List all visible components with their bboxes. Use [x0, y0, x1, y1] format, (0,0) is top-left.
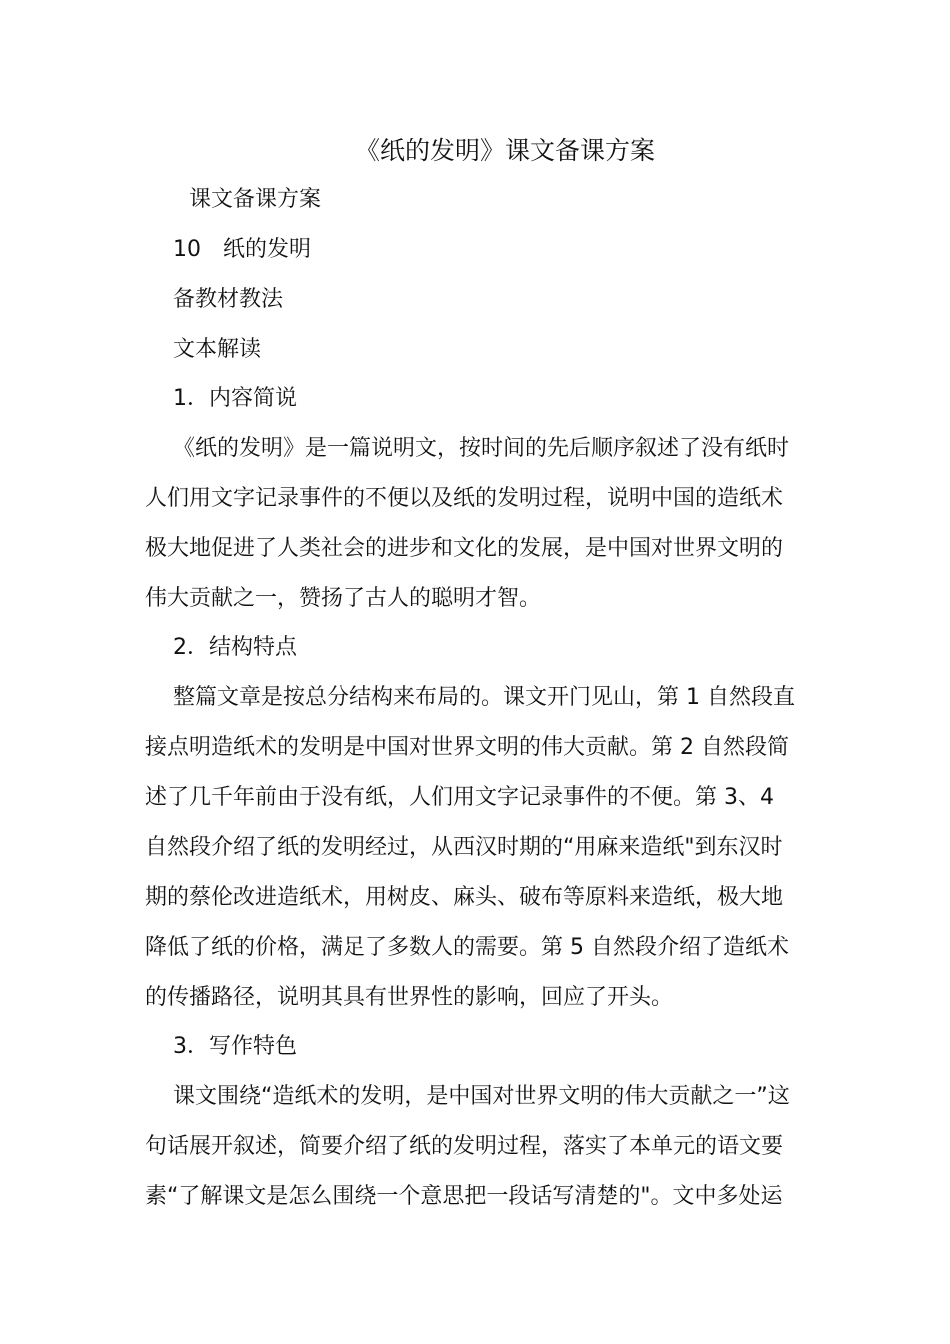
paragraph-line: 课文围绕“造纸术的发明，是中国对世界文明的伟大贡献之一”这 [173, 1084, 790, 1109]
paragraph-line: 降低了纸的价格，满足了多数人的需要。第 5 自然段介绍了造纸术 [145, 935, 789, 960]
lesson-heading: 10 纸的发明 [173, 237, 311, 262]
section-heading: 备教材教法 [173, 287, 284, 312]
paragraph-line: 述了几千年前由于没有纸，人们用文字记录事件的不便。第 3、4 [145, 785, 774, 810]
paragraph-line: 自然段介绍了纸的发明经过，从西汉时期的“用麻来造纸"到东汉时 [145, 835, 783, 860]
paragraph-line: 的传播路径，说明其具有世界性的影响，回应了开头。 [145, 985, 674, 1010]
paragraph-line: 伟大贡献之一，赞扬了古人的聪明才智。 [145, 586, 542, 611]
item-heading-writing-features: 3．写作特色 [173, 1034, 297, 1059]
item-heading-content-summary: 1．内容简说 [173, 386, 297, 411]
paragraph-line: 素“了解课文是怎么围绕一个意思把一段话写清楚的"。文中多处运 [145, 1184, 783, 1209]
item-heading-structure: 2．结构特点 [173, 635, 297, 660]
subsection-heading: 文本解读 [173, 337, 262, 362]
paragraph-line: 极大地促进了人类社会的进步和文化的发展，是中国对世界文明的 [145, 536, 784, 561]
paragraph-line: 《纸的发明》是一篇说明文，按时间的先后顺序叙述了没有纸时 [173, 436, 790, 461]
document-title: 《纸的发明》课文备课方案 [354, 136, 655, 165]
paragraph-line: 接点明造纸术的发明是中国对世界文明的伟大贡献。第 2 自然段简 [145, 735, 789, 760]
paragraph-line: 整篇文章是按总分结构来布局的。课文开门见山，第 1 自然段直 [173, 685, 795, 710]
paragraph-line: 期的蔡伦改进造纸术，用树皮、麻头、破布等原料来造纸，极大地 [145, 885, 784, 910]
paragraph-line: 人们用文字记录事件的不便以及纸的发明过程，说明中国的造纸术 [145, 486, 784, 511]
paragraph-line: 句话展开叙述，简要介绍了纸的发明过程，落实了本单元的语文要 [145, 1134, 784, 1159]
subtitle: 课文备课方案 [189, 187, 322, 212]
